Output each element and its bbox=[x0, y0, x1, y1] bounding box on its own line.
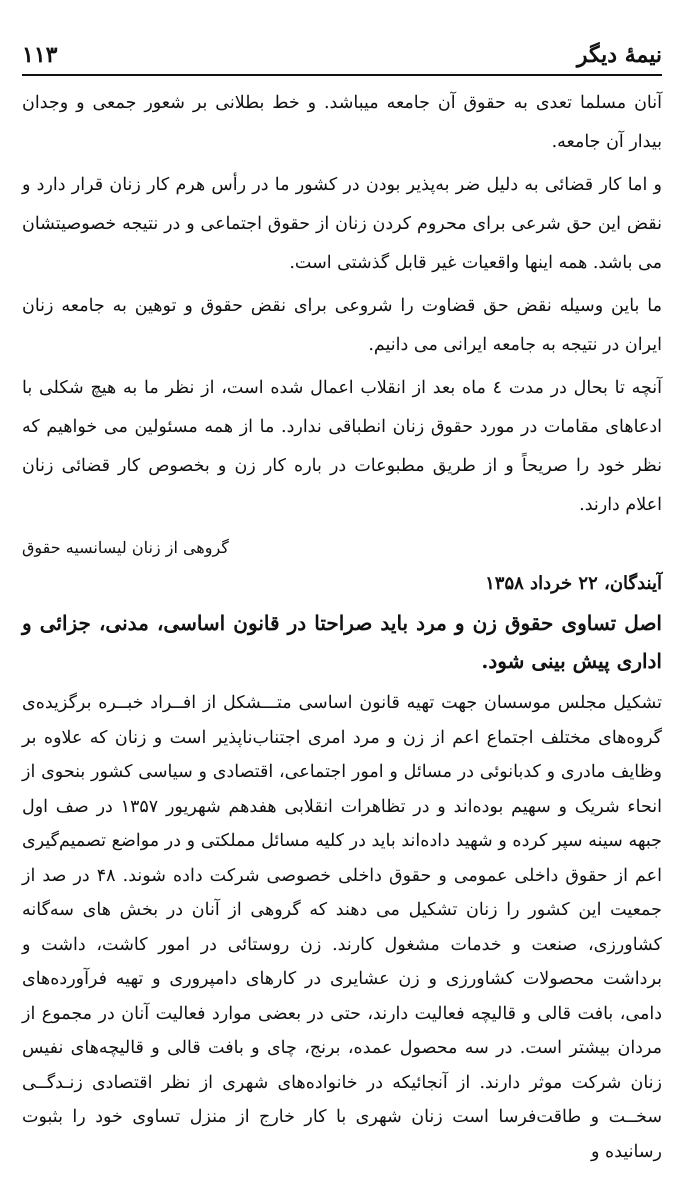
page-header bbox=[22, 34, 662, 76]
running-title: نیمهٔ دیگر bbox=[576, 42, 662, 68]
letter-paragraph: آنان مسلما تعدی به حقوق آن جامعه میباشد. و خط بطلانی بر شعور جمعی و وجدان بیدار آن جامعه. bbox=[22, 93, 662, 152]
letter-signature: گروهی از زنان لیسانسیه حقوق bbox=[22, 538, 229, 557]
article-headline: اصل تساوی حقوق زن و مرد باید صراحتا در قانون اساسی، مدنی، جزائی و اداری پیش بینی شود. bbox=[22, 611, 662, 673]
letter-paragraph: ما باین وسیله نقض حق قضاوت را شروعی برای نقض حقوق و توهین به جامعه زنان ایران در نتیجه به جامعه ایرانی می دانیم. bbox=[22, 296, 662, 355]
letter-paragraph: و اما کار قضائی به دلیل ضر به‌پذیر بودن در کشور ما در رأس هرم کار زنان قرار دارد و نقض این حق شرعی برای محروم کردن زنان از حقوق اجتماعی و در نتیجه خصوصیتشان می باشد. همه اینها واقعیات غیر قابل گذشتی است. bbox=[22, 175, 662, 273]
article-section bbox=[22, 568, 662, 1169]
page-number: ۱۱۳ bbox=[22, 42, 58, 68]
article-body: تشکیل مجلس موسسان جهت تهیه قانون اساسی متـــشکل از افــراد خبــره برگزیده‌ی گروه‌های مختلف اجتماع اعم از زن و مرد امری اجتناب‌ناپذیر است و زنان که علاوه بر وظایف مادری و کدبانوئی در مسائل و امور اجتماعی، اقتصادی و سیاسی کشور بنحوی از انحاء شریک و سهیم بوده‌اند و در تظاهرات انقلابی هفدهم شهریور ۱۳۵۷ در صف اول جبهه سینه سپر کرده و شهید داده‌اند باید در کلیه مسائل مملکتی و در مواضع تصمیم‌گیری اعم از حقوق داخلی عمومی و حقوق داخلی خصوصی شرکت داده شوند. ۴۸ در صد از جمعیت این کشور را زنان تشکیل می دهند که گروهی از آنان در بخش های سه‌گانه کشاورزی، صنعت و خدمات مشغول کارند. زن روستائی در امور کاشت، داشت و برداشت محصولات کشاورزی و زن عشایری در کارهای دامپروری و تهیه فرآورده‌های دامی، بافت قالی و قالیچه فعالیت دارند، حتی در بعضی موارد فعالیت آنان در مجموع از مردان بیشتر است. در سه محصول عمده، برنج، چای و بافت قالی و قالیچه‌های نفیس زنان شرکت موثر دارند. از آنجائیکه در خانواده‌های شهری از نظر اقتصادی زنـدگــی سخــت و طاقت‌فرسا است زنان شهری با کار خارج از منزل تساوی خود را بثبوت رسانیده و bbox=[22, 693, 662, 1162]
letter-paragraph: آنچه تا بحال در مدت ٤ ماه بعد از انقلاب اعمال شده است، از نظر ما به هیچ شکلی با ادعاهای مقامات در مورد حقوق زنان انطباقی ندارد. ما از همه مسئولین می خواهیم که نظر خود را صریحاً و از طریق مطبوعات در باره کار زن و بخصوص کار قضائی زنان اعلام دارند. bbox=[22, 378, 663, 515]
letter-section bbox=[22, 84, 662, 563]
article-source-line: آیندگان، ۲۲ خرداد ۱۳۵۸ bbox=[485, 573, 662, 594]
